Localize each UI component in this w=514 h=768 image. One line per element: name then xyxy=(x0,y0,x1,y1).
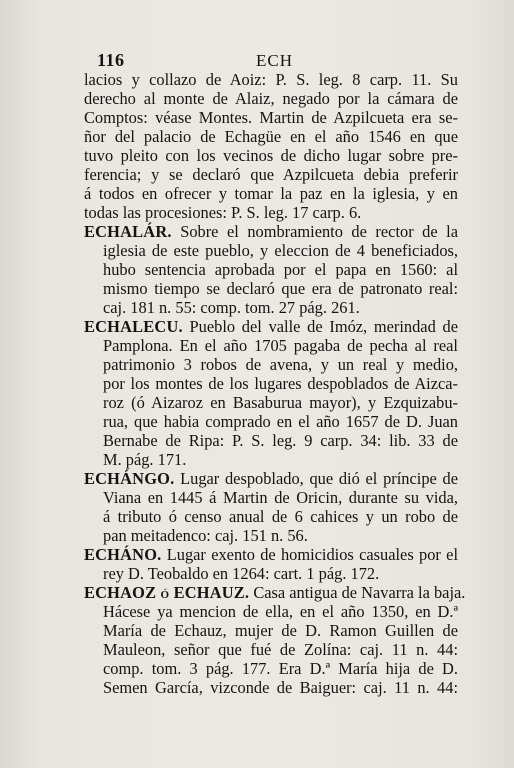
text-line: Hácese ya mencion de ella, en el año 1350, en D.ª xyxy=(103,602,458,621)
page-header xyxy=(0,50,514,72)
text-line: mismo tiempo se declaró que era de patronato real: xyxy=(103,279,458,298)
text-line: Mauleon, señor que fué de Zolína: caj. 11 n. 44: xyxy=(103,640,458,659)
entry-first-line xyxy=(84,222,458,241)
entry-echalecu xyxy=(84,317,458,469)
entry-headword: ECHÁNO. xyxy=(84,545,162,564)
text-line: todas las procesiones: P. S. leg. 17 carp. 6. xyxy=(84,203,362,222)
text-line: M. pág. 171. xyxy=(103,450,187,469)
entry-echano xyxy=(84,545,458,583)
text-line: pan meitadenco: caj. 151 n. 56. xyxy=(103,526,308,545)
entry-headword: ECHALÁR. xyxy=(84,222,172,241)
text-line: ferencia; y se declaró que Azpilcueta debia preferir xyxy=(84,165,458,184)
entry-first-line xyxy=(84,583,466,602)
text-line: iglesia de este pueblo, y eleccion de 4 beneficiados, xyxy=(103,241,458,260)
entry-first-line xyxy=(84,469,458,488)
text-line: Pamplona. En el año 1705 pagaba de pecha al real xyxy=(103,336,458,355)
entry-headword: ECHALECU. xyxy=(84,317,183,336)
text-line: comp. tom. 3 pág. 177. Era D.ª María hija de D. xyxy=(103,659,458,678)
text-line: Casa antigua de Navarra la baja. xyxy=(249,583,466,602)
text-line: Bernabe de Ripa: P. S. leg. 9 carp. 34: lib. 33 de xyxy=(103,431,458,450)
entry-headword: ECHÁNGO. xyxy=(84,469,175,488)
text-line: caj. 181 n. 55: comp. tom. 27 pág. 261. xyxy=(103,298,360,317)
text-line: á tributo ó censo anual de 6 cahices y un robo de xyxy=(103,507,458,526)
text-line: Sobre el nombramiento de rector de la xyxy=(171,222,458,241)
text-line: hubo sentencia aprobada por el papa en 1560: al xyxy=(103,260,458,279)
entry-echango xyxy=(84,469,458,545)
entry-first-line xyxy=(84,317,458,336)
text-line: lacios y collazo de Aoiz: P. S. leg. 8 carp. 11. Su xyxy=(84,70,458,89)
entry-echaoz xyxy=(84,583,466,697)
text-line: María de Echauz, mujer de D. Ramon Guillen de xyxy=(103,621,458,640)
page-body xyxy=(84,70,466,697)
entry-first-line xyxy=(84,545,458,564)
text-line: ñor del palacio de Echagüe en el año 1546 en que xyxy=(84,127,458,146)
text-line: rua, que habia comprado en el año 1657 de D. Juan xyxy=(103,412,458,431)
text-line: Viana en 1445 á Martin de Oricin, durante su vida, xyxy=(103,488,458,507)
text-line: tuvo pleito con los vecinos de dicho lugar sobre pre- xyxy=(84,146,458,165)
text-line: derecho al monte de Alaiz, negado por la cámara de xyxy=(84,89,458,108)
text-line: rey D. Teobaldo en 1264: cart. 1 pág. 172. xyxy=(103,564,380,583)
text-line: por los montes de los lugares despoblados de Aizca- xyxy=(103,374,458,393)
text-line: Lugar despoblado, que dió el príncipe de xyxy=(174,469,458,488)
text-line: roz (ó Aizaroz en Basaburua mayor), y Ezquizabu- xyxy=(103,393,458,412)
entry-headword: ECHAOZ ó ECHAUZ. xyxy=(84,583,250,602)
entry-continuation xyxy=(84,70,458,222)
running-head: ECH xyxy=(256,51,293,70)
text-line: Lugar exento de homicidios casuales por el xyxy=(161,545,458,564)
text-line: á todos en ofrecer y tomar la paz en la iglesia, y en xyxy=(84,184,458,203)
text-line: patrimonio 3 robos de avena, y un real y medio, xyxy=(103,355,458,374)
text-line: Comptos: véase Montes. Martin de Azpilcueta era se- xyxy=(84,108,458,127)
text-line: Pueblo del valle de Imóz, merindad de xyxy=(182,317,458,336)
page-number: 116 xyxy=(97,50,125,70)
text-line: Semen García, vizconde de Baiguer: caj. 11 n. 44: xyxy=(103,678,458,697)
entry-echalar xyxy=(84,222,458,317)
